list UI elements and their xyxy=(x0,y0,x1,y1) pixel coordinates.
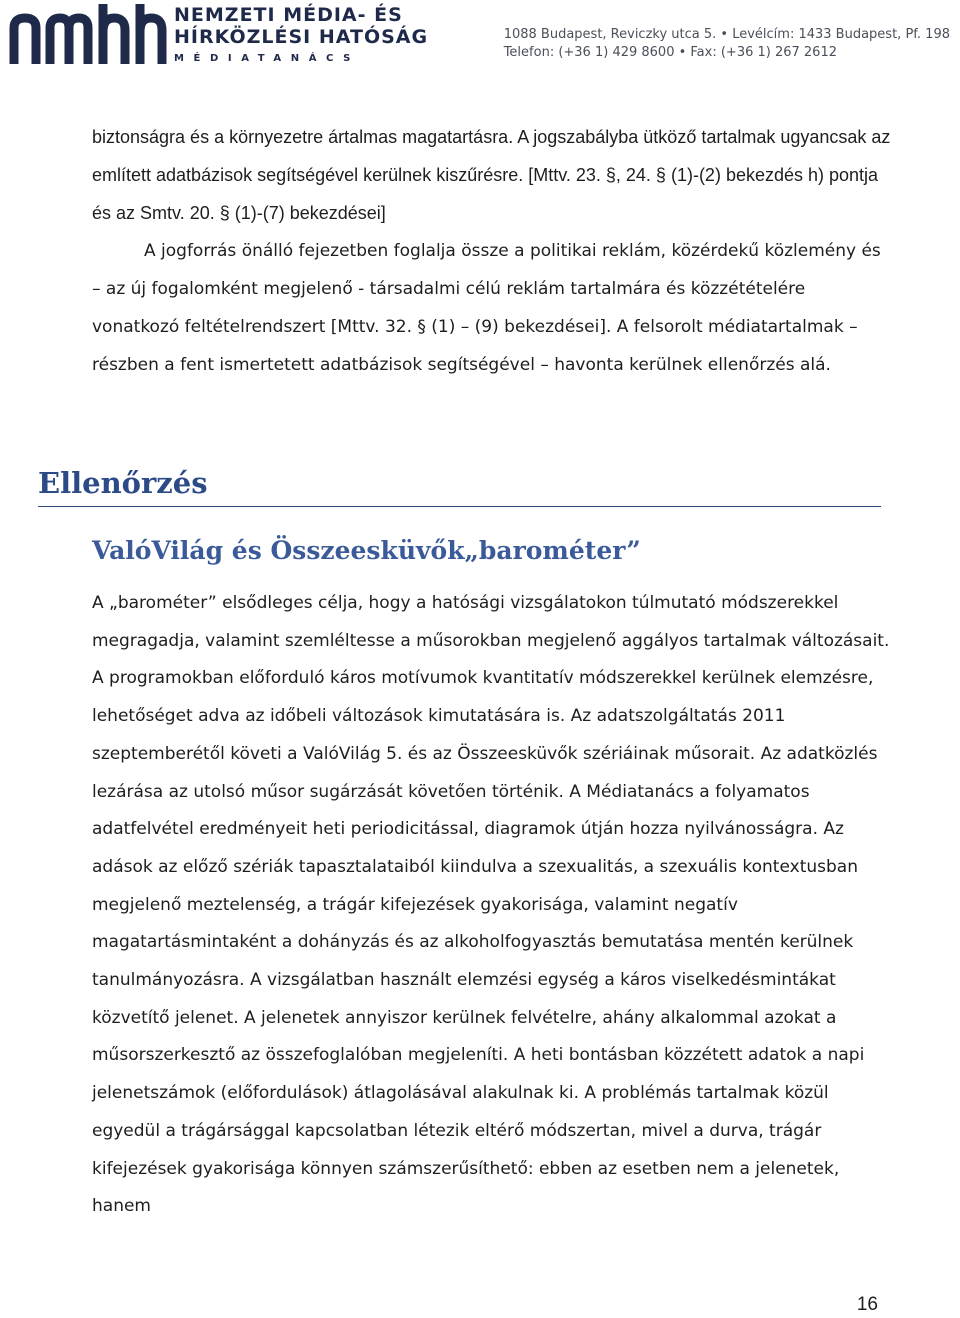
page-header xyxy=(0,0,960,80)
section-title: Ellenőrzés xyxy=(38,466,881,507)
page-number: 16 xyxy=(856,1294,878,1315)
address-line: 1088 Budapest, Reviczky utca 5. • Levélcím: 1433 Budapest, Pf. 198 xyxy=(503,27,950,42)
subsection-title: ValóVilág és Összeesküvők„barométer” xyxy=(92,536,641,565)
intro-text-block xyxy=(92,118,892,384)
logo-wordmark xyxy=(174,4,434,67)
contact-info xyxy=(504,26,950,62)
paragraph-legal-references: biztonságra és a környezetre ártalmas magatartásra. A jogszabályba ütköző tartalmak ugyancsak az említett adatbázisok segítségével kerülnek kiszűrésre. [Mttv. 23. §, 24. § (1)-(2) bekezdés h) pontja és az Smtv. 20. § (1)-(7) bekezdései] xyxy=(92,127,891,223)
logo-line-3: MÉDIATANÁCS xyxy=(174,53,360,64)
phone-line: Telefon: (+36 1) 429 8600 • Fax: (+36 1) 267 2612 xyxy=(503,45,837,60)
nmhh-logo-icon xyxy=(8,2,170,66)
barometer-text-block xyxy=(92,585,892,1226)
logo-line-2: HÍRKÖZLÉSI HATÓSÁG xyxy=(174,26,429,48)
paragraph-barometer: A „barométer” elsődleges célja, hogy a hatósági vizsgálatokon túlmutató módszerekkel megragadja, valamint szemléltesse a műsorokban megjelenő aggályos tartalmak változásait. A programokban előforduló káros motívumok kvantitatív módszerekkel kerülnek elemzésre, lehetőséget adva az időbeli változások kimutatására is. Az adatszolgáltatás 2011 szeptemberétől követi a ValóVilág 5. és az Összeesküvők szériáinak műsorait. Az adatközlés lezárása az utolsó műsor sugárzását követően történik. A Médiatanács a folyamatos adatfelvétel eredményeit heti periodicitással, diagramok útján hozza nyilvánosságra. Az adások az előző szériák tapasztalataiból kiindulva a szexualitás, a szexuális kontextusban megjelenő meztelenség, a trágár kifejezések gyakorisága, valamint negatív magatartásmintaként a dohányzás és az alkoholfogyasztás bemutatása mentén kerülnek tanulmányozásra. A vizsgálatban használt elemzési egység a káros viselkedésmintákat közvetítő jelenet. A jelenetek annyiszor kerülnek felvételre, ahány alkalommal azokat a műsorszerkesztő az összefoglalóban megjeleníti. A heti bontásban közzétett adatok a napi jelenetszámok (előfordulások) átlagolásával alakulnak ki. A problémás tartalmak közül egyedül a trágársággal kapcsolatban létezik eltérő módszertan, mivel a durva, trágár kifejezések gyakorisága könnyen számszerűsíthető: ebben az esetben nem a jelenetek, hanem xyxy=(92,593,890,1217)
logo-line-1: NEMZETI MÉDIA- ÉS xyxy=(174,4,403,26)
paragraph-political-ads: A jogforrás önálló fejezetben foglalja össze a politikai reklám, közérdekű közlemény és – az új fogalomként megjelenő - társadalmi célú reklám tartalmára és közzétételére vonatkozó feltételrendszert [Mttv. 32. § (1) – (9) bekezdései]. A felsorolt médiatartalmak – részben a fent ismertetett adatbázisok segítségével – havonta kerülnek ellenőrzés alá. xyxy=(92,241,881,375)
